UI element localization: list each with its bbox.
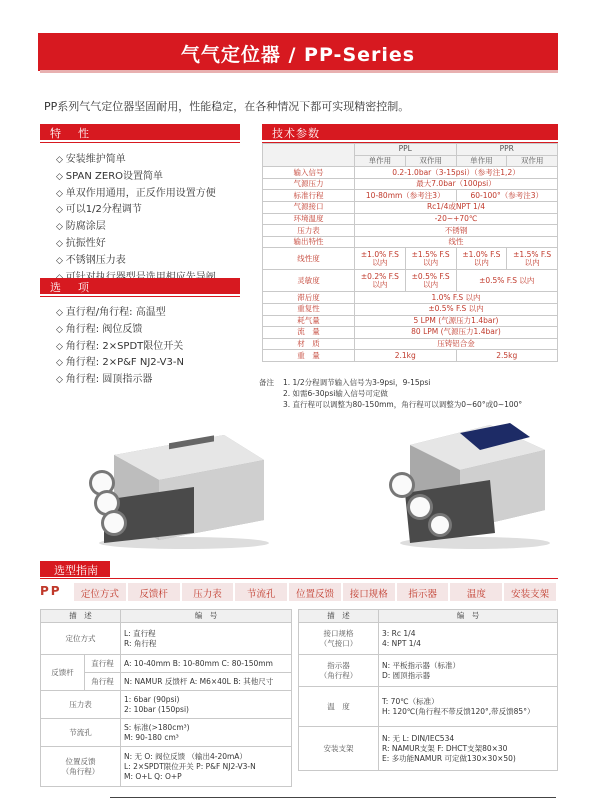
model-prefix: PP: [40, 584, 62, 598]
selection-code-line: N: NAMUR 反馈杆 A: M6×40L B: 其他尺寸: [124, 676, 274, 686]
selection-code-line: L: 2×SPDT限位开关 P: P&F NJ2-V3-N: [124, 761, 256, 771]
feature-item: ◇ 安装维护简单: [56, 150, 216, 167]
options-heading: 选 项: [40, 278, 240, 294]
option-item: ◇ 角行程: 2×SPDT限位开关: [56, 337, 184, 354]
spec-row: [263, 167, 558, 179]
spec-value: 1.0% F.S 以内: [355, 292, 558, 304]
selection-code-line: A: 10-40mm B: 10-80mm C: 80-150mm: [124, 658, 273, 668]
spec-label: 气源压力: [263, 178, 355, 190]
spec-row: [263, 350, 558, 362]
selection-codes: [379, 687, 558, 727]
footer-rule: [110, 797, 556, 798]
spec-value: 0.2-1.0bar（3-15psi）（参考注1,2）: [355, 167, 558, 179]
features-heading: 特 性: [40, 124, 240, 140]
spec-action-header: 双作用: [405, 155, 456, 167]
selection-table-right: [298, 609, 558, 771]
model-code-segment: 接口规格: [343, 583, 397, 601]
title-banner: [38, 33, 558, 71]
spec-action-header: 双作用: [507, 155, 558, 167]
selection-row: [299, 727, 558, 771]
selection-codes: [121, 655, 292, 673]
spec-value: 2.5kg: [456, 350, 558, 362]
selection-label: 安装支架: [299, 727, 379, 771]
spec-label: 线性度: [263, 248, 355, 270]
option-item: ◇ 直行程/角行程: 高温型: [56, 303, 184, 320]
option-item: ◇ 角行程: 2×P&F NJ2-V3-N: [56, 353, 184, 370]
spec-value: 2.1kg: [355, 350, 457, 362]
spec-label: 流 量: [263, 327, 355, 339]
spec-value: 压铸铝合金: [355, 338, 558, 350]
spec-value: 不锈钢: [355, 225, 558, 237]
spec-value: ±1.5% F.S 以内: [507, 248, 558, 270]
spec-label: 重复性: [263, 303, 355, 315]
spec-label: 输出特性: [263, 236, 355, 248]
col-code-header: 编 号: [121, 610, 292, 623]
selection-code-line: N: 无 O: 阀位反馈 （输出4-20mA）: [124, 751, 247, 761]
spec-value: ±0.5% F.S 以内: [355, 303, 558, 315]
selection-code-line: D: 圆顶指示器: [382, 670, 431, 680]
model-code-segment: 反馈杆: [128, 583, 182, 601]
selection-code-line: N: 平板指示器（标准）: [382, 660, 461, 670]
spec-value: ±0.5% F.S 以内: [456, 270, 558, 292]
banner-shadow: [40, 70, 558, 73]
spec-value: 10-80mm（参考注3）: [355, 190, 457, 202]
feature-item: ◇ SPAN ZERO设置简单: [56, 167, 216, 184]
spec-action-header: 单作用: [355, 155, 406, 167]
spec-row: [263, 270, 558, 292]
selection-heading: 选型指南: [40, 561, 110, 577]
spec-label: 耗气量: [263, 315, 355, 327]
spec-label: 环境温度: [263, 213, 355, 225]
spec-value: 60-100°（参考注3）: [456, 190, 558, 202]
col-code-header: 编 号: [379, 610, 558, 623]
spec-notes: [259, 377, 522, 410]
spec-model-header: PPR: [456, 144, 558, 156]
feature-item: ◇ 抗振性好: [56, 234, 216, 251]
spec-table: [262, 143, 558, 362]
model-code-segment: 节流孔: [235, 583, 289, 601]
spec-label: 输入信号: [263, 167, 355, 179]
selection-codes: [379, 727, 558, 771]
selection-codes: [121, 623, 292, 655]
selection-code-line: H: 120℃(角行程不带反馈120°,带反馈85°）: [382, 706, 535, 716]
selection-code-line: T: 70℃（标准）: [382, 696, 439, 706]
spec-label: 气源接口: [263, 201, 355, 213]
spec-value: 80 LPM (气源压力1.4bar): [355, 327, 558, 339]
option-item: ◇ 角行程: 阀位反馈: [56, 320, 184, 337]
model-code-segment: 指示器: [397, 583, 451, 601]
selection-row: [299, 623, 558, 655]
selection-codes: [121, 673, 292, 691]
specs-heading: 技术参数: [262, 124, 558, 140]
option-item: ◇ 角行程: 圆顶指示器: [56, 370, 184, 387]
selection-table-left: [40, 609, 292, 787]
intro-text: PP系列气气定位器坚固耐用，性能稳定，在各种情况下都可实现精密控制。: [44, 100, 410, 113]
spec-row: [263, 292, 558, 304]
spec-row: [263, 338, 558, 350]
selection-codes: [379, 655, 558, 687]
feature-item: ◇ 可以1/2分程调节: [56, 200, 216, 217]
spec-label: 压力表: [263, 225, 355, 237]
spec-model-header: PPL: [355, 144, 457, 156]
selection-label: 温 度: [299, 687, 379, 727]
col-desc-header: 描 述: [299, 610, 379, 623]
selection-row: [41, 623, 292, 655]
ppr-positioner-image: [380, 415, 555, 550]
selection-row: [299, 687, 558, 727]
model-code-segment: 定位方式: [74, 583, 128, 601]
spec-value: ±1.0% F.S 以内: [355, 248, 406, 270]
selection-code-line: 2: 10bar (150psi): [124, 704, 189, 714]
spec-row: [263, 225, 558, 237]
spec-row: [263, 178, 558, 190]
selection-codes: [121, 691, 292, 719]
spec-row: [263, 315, 558, 327]
selection-row: [41, 691, 292, 719]
spec-row: [263, 248, 558, 270]
feature-item: ◇ 防腐涂层: [56, 217, 216, 234]
note-3: 3. 直行程可以调整为80-150mm，角行程可以调整为0~60°或0~100°: [283, 400, 523, 409]
selection-codes: [379, 623, 558, 655]
selection-label: 压力表: [41, 691, 121, 719]
model-code-segment: 安装支架: [504, 583, 558, 601]
note-1: 1. 1/2分程调节输入信号为3-9psi，9-15psi: [283, 378, 431, 387]
spec-value: 5 LPM (气源压力1.4bar): [355, 315, 558, 327]
selection-code-line: M: O+L Q: O+P: [124, 771, 182, 781]
ppl-positioner-image: [74, 425, 274, 550]
selection-codes: [121, 719, 292, 747]
spec-label: 滞后度: [263, 292, 355, 304]
spec-value: ±0.2% F.S 以内: [355, 270, 406, 292]
spec-value: ±1.5% F.S 以内: [405, 248, 456, 270]
features-list: [56, 150, 216, 284]
spec-row: [263, 236, 558, 248]
model-code-segment: 压力表: [182, 583, 236, 601]
page-title: 气气定位器 / PP-Series: [180, 44, 416, 66]
selection-sublabel: 角行程: [85, 673, 121, 691]
selection-label: 指示器 （角行程）: [299, 655, 379, 687]
spec-label: 灵敏度: [263, 270, 355, 292]
selection-code-line: 1: 6bar (90psi): [124, 694, 180, 704]
model-code-bar: [40, 583, 558, 601]
selection-code-line: 4: NPT 1/4: [382, 638, 421, 648]
selection-code-line: N: 无 L: DIN/IEC534: [382, 733, 455, 743]
spec-label: 材 质: [263, 338, 355, 350]
feature-item: ◇ 单双作用通用，正反作用设置方便: [56, 184, 216, 201]
selection-row: [41, 747, 292, 787]
spec-value: ±1.0% F.S 以内: [456, 248, 507, 270]
selection-code-line: L: 直行程: [124, 628, 156, 638]
selection-row: [41, 719, 292, 747]
selection-code-line: M: 90-180 cm³: [124, 732, 179, 742]
spec-action-header: 单作用: [456, 155, 507, 167]
spec-row: [263, 213, 558, 225]
note-2: 2. 如需6-30psi输入信号可定做: [283, 389, 388, 398]
selection-label: 节流孔: [41, 719, 121, 747]
model-code-segment: 温度: [450, 583, 504, 601]
feature-item: ◇ 不锈钢压力表: [56, 251, 216, 268]
spec-value: ±0.5% F.S 以内: [405, 270, 456, 292]
spec-value: Rc1/4或NPT 1/4: [355, 201, 558, 213]
spec-row: [263, 327, 558, 339]
spec-row: [263, 201, 558, 213]
col-desc-header: 描 述: [41, 610, 121, 623]
selection-code-line: 3: Rc 1/4: [382, 628, 416, 638]
selection-row: [41, 655, 292, 673]
selection-label: 反馈杆: [41, 655, 85, 691]
selection-label: 定位方式: [41, 623, 121, 655]
model-code-segment: 位置反馈: [289, 583, 343, 601]
selection-row: [299, 655, 558, 687]
selection-code-line: S: 标准(>180cm³): [124, 722, 190, 732]
selection-label: 接口规格 （气接口）: [299, 623, 379, 655]
spec-row: [263, 190, 558, 202]
selection-code-line: E: 多功能NAMUR 可定做130×30×50): [382, 753, 516, 763]
selection-codes: [121, 747, 292, 787]
spec-value: 最大7.0bar（100psi）: [355, 178, 558, 190]
spec-value: 线性: [355, 236, 558, 248]
selection-label: 位置反馈 （角行程）: [41, 747, 121, 787]
spec-label: 重 量: [263, 350, 355, 362]
selection-heading-bar: [40, 561, 558, 577]
spec-value: -20~+70℃: [355, 213, 558, 225]
spec-label: 标准行程: [263, 190, 355, 202]
options-list: [56, 303, 184, 387]
selection-code-line: R: 角行程: [124, 638, 157, 648]
selection-sublabel: 直行程: [85, 655, 121, 673]
spec-row: [263, 303, 558, 315]
notes-label: 备注: [259, 378, 274, 387]
selection-code-line: R: NAMUR支架 F: DHCT支架80×30: [382, 743, 508, 753]
